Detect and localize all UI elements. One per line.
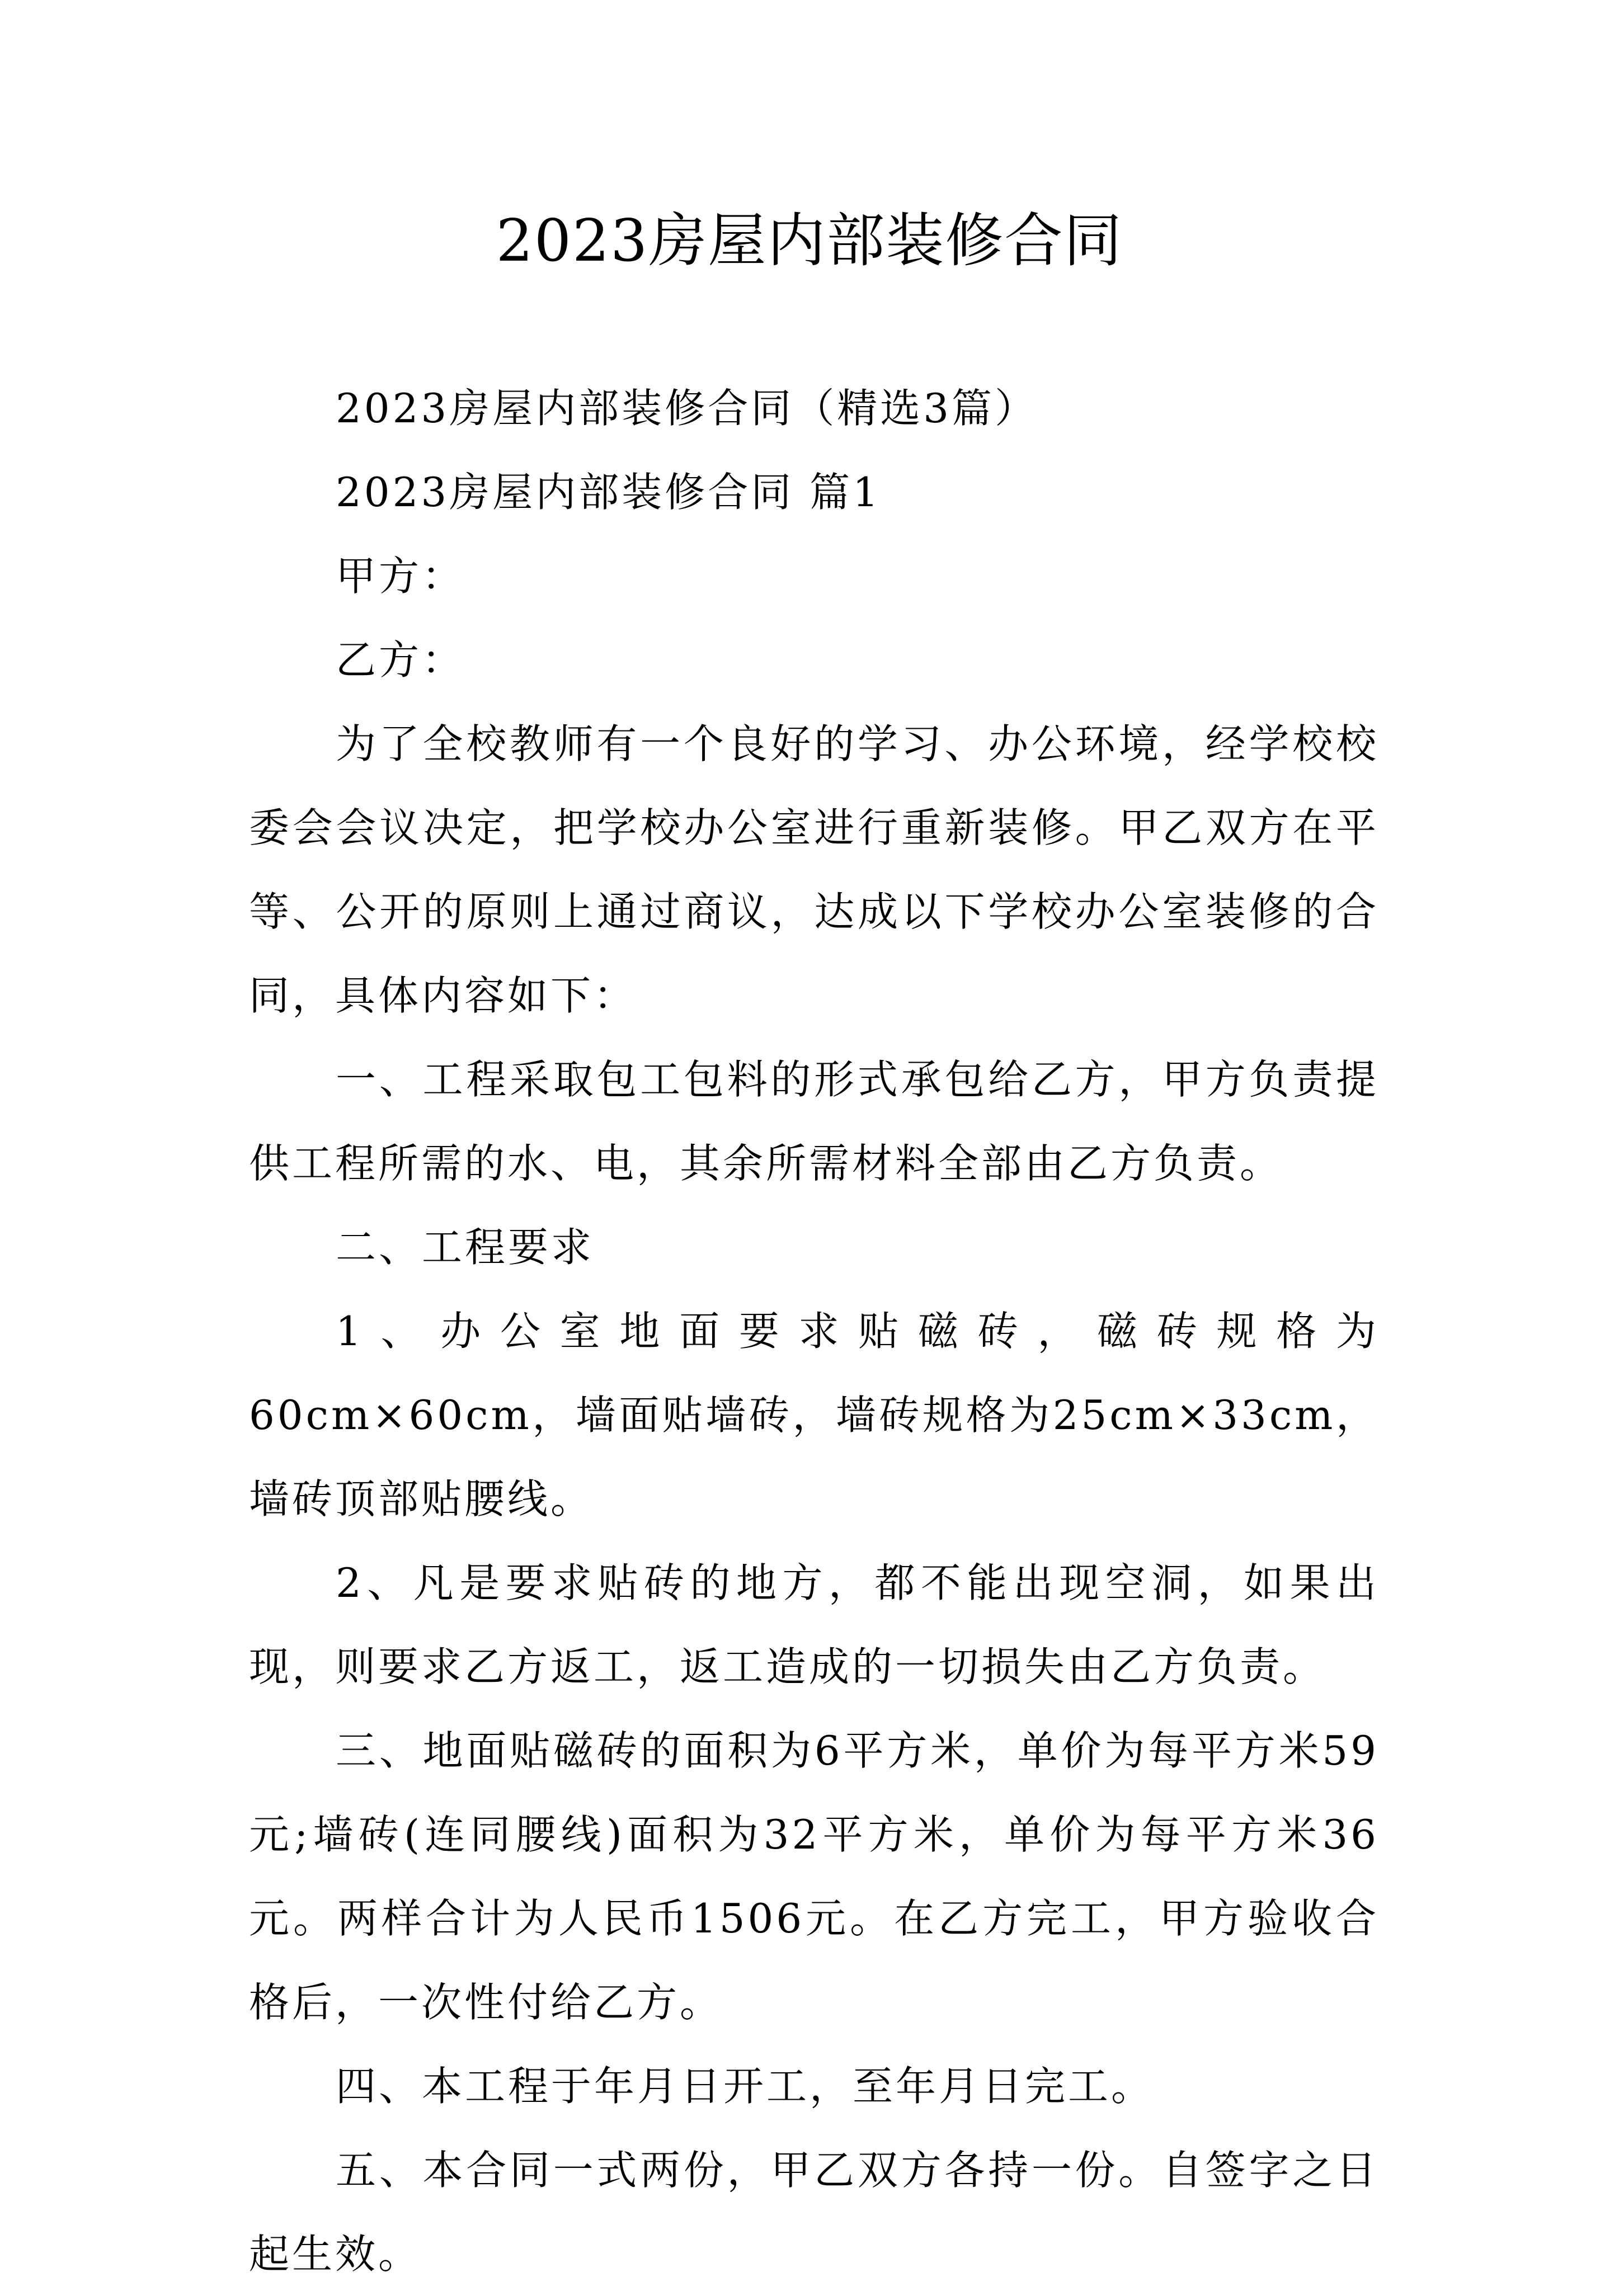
paragraph-section-heading: 2023房屋内部装修合同 篇1: [336, 469, 881, 516]
paragraph-party-b: 乙方：: [336, 637, 465, 683]
paragraph-preamble: 为了全校教师有一个良好的学习、办公环境，经学校校委会会议决定，把学校办公室进行重新装修。甲乙双方在平等、公开的原则上通过商议，达成以下学校办公室装修的合同，具体内容如下：: [249, 720, 1379, 1019]
paragraph-party-a: 甲方：: [336, 553, 465, 600]
paragraph-clause-2: 二、工程要求: [336, 1224, 595, 1271]
document-title: 2023房屋内部装修合同: [496, 206, 1123, 275]
paragraph-clause-2-item-2: 2、凡是要求贴砖的地方，都不能出现空洞，如果出现，则要求乙方返工，返工造成的一切损失由乙方负责。: [249, 1559, 1379, 1690]
document-body: [249, 366, 1379, 2296]
paragraph-clause-1: 一、工程采取包工包料的形式承包给乙方，甲方负责提供工程所需的水、电，其余所需材料全部由乙方负责。: [249, 1056, 1379, 1187]
paragraph-clause-2-item-1: 1、办公室地面要求贴磁砖，磁砖规格为60cm×60cm，墙面贴墙砖，墙砖规格为25cm×33cm，墙砖顶部贴腰线。: [249, 1308, 1379, 1522]
paragraph-subtitle: 2023房屋内部装修合同（精选3篇）: [336, 385, 1038, 432]
paragraph-clause-4: 四、本工程于年月日开工，至年月日完工。: [336, 2063, 1155, 2110]
paragraph-clause-5: 五、本合同一式两份，甲乙双方各持一份。自签字之日起生效。: [249, 2147, 1379, 2278]
paragraph-clause-3: 三、地面贴磁砖的面积为6平方米，单价为每平方米59元;墙砖(连同腰线)面积为32平方米，单价为每平方米36元。两样合计为人民币1506元。在乙方完工，甲方验收合格后，一次性付给乙方。: [249, 1727, 1379, 2026]
